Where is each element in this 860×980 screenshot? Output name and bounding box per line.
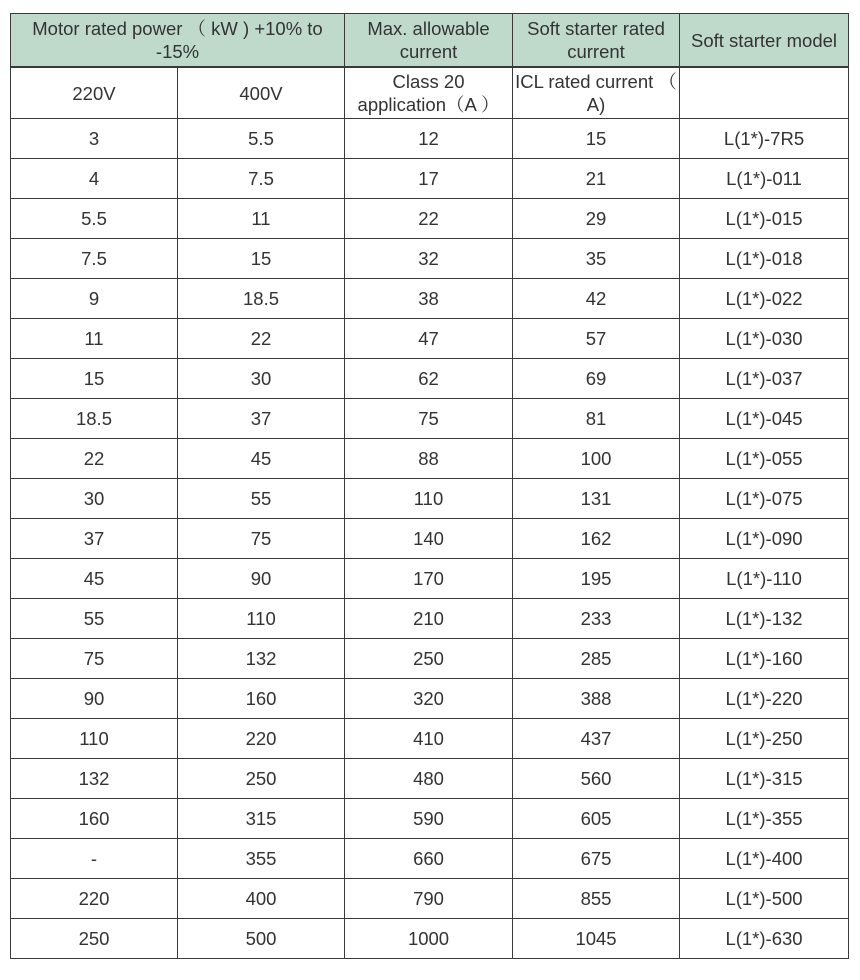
cell-model: L(1*)-220 [680,679,849,719]
cell-v220: 75 [11,639,178,679]
subheader-model-blank [680,67,849,119]
table-body [11,119,849,959]
cell-v400: 315 [178,799,345,839]
table-row [11,759,849,799]
cell-model: L(1*)-132 [680,599,849,639]
cell-v400: 500 [178,919,345,959]
cell-v220: 4 [11,159,178,199]
cell-model: L(1*)-022 [680,279,849,319]
cell-max-current: 32 [345,239,513,279]
cell-max-current: 17 [345,159,513,199]
cell-v400: 5.5 [178,119,345,159]
cell-v400: 132 [178,639,345,679]
cell-v400: 110 [178,599,345,639]
table-row [11,719,849,759]
cell-model: L(1*)-7R5 [680,119,849,159]
cell-max-current: 22 [345,199,513,239]
cell-model: L(1*)-355 [680,799,849,839]
cell-v400: 160 [178,679,345,719]
cell-v220: 7.5 [11,239,178,279]
cell-rated-current: 605 [513,799,680,839]
cell-v220: 37 [11,519,178,559]
soft-starter-spec-table [10,13,849,959]
subheader-220v: 220V [11,67,178,119]
table-row [11,239,849,279]
cell-model: L(1*)-630 [680,919,849,959]
header-motor-rated-power: Motor rated power （ kW ) +10% to -15% [11,14,345,68]
table-row [11,639,849,679]
cell-rated-current: 69 [513,359,680,399]
table-row [11,199,849,239]
cell-model: L(1*)-250 [680,719,849,759]
subheader-400v: 400V [178,67,345,119]
cell-model: L(1*)-055 [680,439,849,479]
cell-max-current: 660 [345,839,513,879]
cell-model: L(1*)-030 [680,319,849,359]
cell-v400: 90 [178,559,345,599]
cell-v220: 22 [11,439,178,479]
table-subheader-row [11,67,849,119]
cell-max-current: 47 [345,319,513,359]
cell-v400: 30 [178,359,345,399]
cell-v220: 160 [11,799,178,839]
table-row [11,119,849,159]
cell-rated-current: 285 [513,639,680,679]
cell-model: L(1*)-011 [680,159,849,199]
table-row [11,879,849,919]
cell-rated-current: 1045 [513,919,680,959]
cell-rated-current: 162 [513,519,680,559]
cell-v220: 220 [11,879,178,919]
cell-model: L(1*)-075 [680,479,849,519]
cell-v400: 37 [178,399,345,439]
cell-rated-current: 131 [513,479,680,519]
cell-v220: 30 [11,479,178,519]
cell-model: L(1*)-500 [680,879,849,919]
cell-rated-current: 57 [513,319,680,359]
cell-v400: 11 [178,199,345,239]
header-max-allowable-current: Max. allowable current [345,14,513,68]
cell-rated-current: 35 [513,239,680,279]
cell-v220: 15 [11,359,178,399]
cell-v400: 400 [178,879,345,919]
table-row [11,159,849,199]
cell-max-current: 140 [345,519,513,559]
cell-v220: 45 [11,559,178,599]
cell-rated-current: 100 [513,439,680,479]
cell-max-current: 790 [345,879,513,919]
table-row [11,319,849,359]
cell-max-current: 1000 [345,919,513,959]
table-row [11,439,849,479]
cell-rated-current: 29 [513,199,680,239]
cell-v220: 110 [11,719,178,759]
table-header-row [11,14,849,68]
cell-rated-current: 15 [513,119,680,159]
table-row [11,519,849,559]
table-row [11,399,849,439]
cell-max-current: 12 [345,119,513,159]
cell-v400: 55 [178,479,345,519]
cell-rated-current: 42 [513,279,680,319]
table-row [11,679,849,719]
cell-v220: 3 [11,119,178,159]
cell-model: L(1*)-045 [680,399,849,439]
cell-v400: 22 [178,319,345,359]
cell-max-current: 320 [345,679,513,719]
table-row [11,839,849,879]
cell-model: L(1*)-400 [680,839,849,879]
cell-max-current: 75 [345,399,513,439]
cell-model: L(1*)-160 [680,639,849,679]
cell-v400: 75 [178,519,345,559]
cell-v400: 15 [178,239,345,279]
table-row [11,599,849,639]
cell-max-current: 170 [345,559,513,599]
cell-v400: 250 [178,759,345,799]
cell-model: L(1*)-015 [680,199,849,239]
header-soft-starter-model: Soft starter model [680,14,849,68]
cell-max-current: 480 [345,759,513,799]
cell-max-current: 250 [345,639,513,679]
cell-v400: 220 [178,719,345,759]
table-row [11,559,849,599]
cell-v220: 11 [11,319,178,359]
cell-v400: 18.5 [178,279,345,319]
cell-max-current: 62 [345,359,513,399]
cell-model: L(1*)-315 [680,759,849,799]
cell-max-current: 590 [345,799,513,839]
header-soft-starter-rated-current: Soft starter rated current [513,14,680,68]
cell-max-current: 210 [345,599,513,639]
cell-rated-current: 21 [513,159,680,199]
cell-model: L(1*)-090 [680,519,849,559]
cell-rated-current: 560 [513,759,680,799]
cell-max-current: 110 [345,479,513,519]
cell-v220: 250 [11,919,178,959]
cell-rated-current: 233 [513,599,680,639]
subheader-class20-application: Class 20 application（A ） [345,67,513,119]
cell-v220: 18.5 [11,399,178,439]
table-row [11,279,849,319]
table-row [11,919,849,959]
cell-rated-current: 388 [513,679,680,719]
cell-v400: 7.5 [178,159,345,199]
cell-rated-current: 195 [513,559,680,599]
cell-rated-current: 81 [513,399,680,439]
cell-max-current: 38 [345,279,513,319]
cell-v220: 90 [11,679,178,719]
cell-rated-current: 675 [513,839,680,879]
cell-v400: 355 [178,839,345,879]
cell-max-current: 410 [345,719,513,759]
subheader-icl-rated-current: ICL rated current （ A) [513,67,680,119]
cell-v220: 9 [11,279,178,319]
cell-rated-current: 855 [513,879,680,919]
cell-model: L(1*)-037 [680,359,849,399]
cell-v400: 45 [178,439,345,479]
cell-max-current: 88 [345,439,513,479]
cell-model: L(1*)-018 [680,239,849,279]
cell-v220: 5.5 [11,199,178,239]
cell-v220: 132 [11,759,178,799]
cell-v220: 55 [11,599,178,639]
table-row [11,479,849,519]
table-row [11,799,849,839]
cell-model: L(1*)-110 [680,559,849,599]
table-row [11,359,849,399]
cell-v220: - [11,839,178,879]
cell-rated-current: 437 [513,719,680,759]
